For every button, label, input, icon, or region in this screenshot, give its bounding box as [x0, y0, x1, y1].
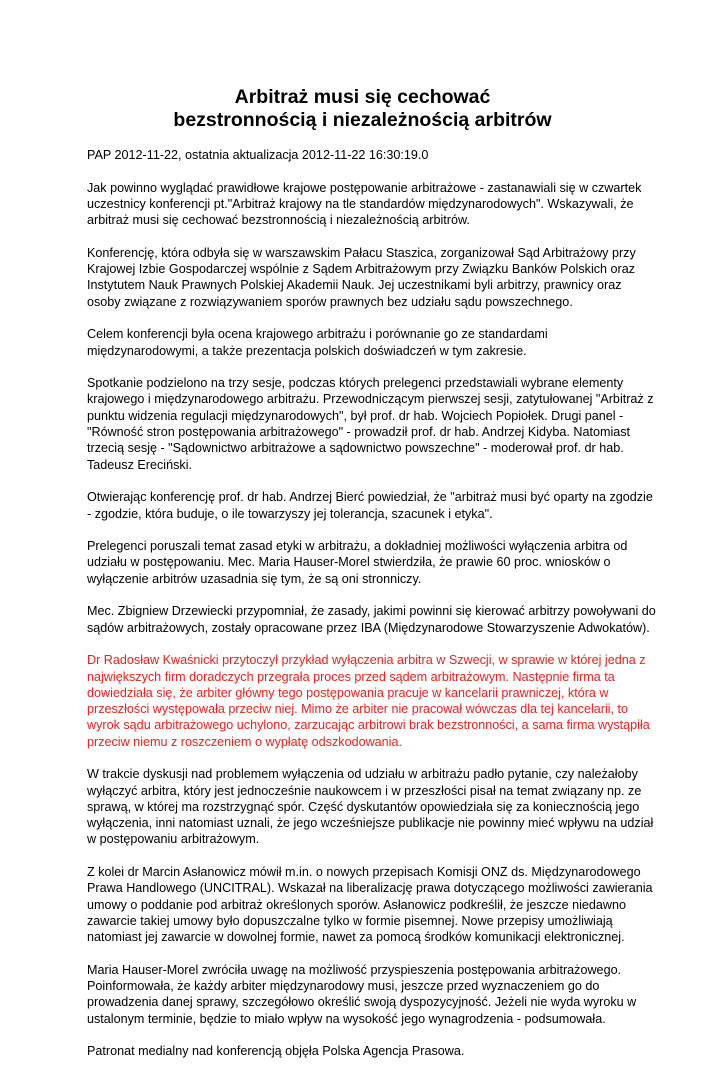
paragraph-sweden [87, 652, 650, 750]
paragraph-line: umowy o poddanie pod arbitraż określonych sporów. Asłanowicz podkreślił, że jeszcze niedawno [87, 897, 627, 912]
paragraph-line: punktu widzenia regulacji międzynarodowych", był prof. dr hab. Wojciech Popiołek. Drugi panel - [87, 408, 624, 423]
paragraph-line: - zgodzie, która buduje, o ile towarzyszy jej tolerancja, szacunek i etyka". [87, 506, 493, 521]
paragraph-line: Z kolei dr Marcin Asłanowicz mówił m.in. o nowych przepisach Komisji ONZ ds. Międzynarodowego [87, 865, 641, 880]
paragraph-line: międzynarodowymi, a także prezentacja polskich doświadczeń w tym zakresie. [87, 343, 527, 358]
article-title-line: bezstronnością i niezależnością arbitrów [173, 109, 552, 131]
paragraph-patronage [87, 1043, 647, 1059]
paragraph-line: Maria Hauser-Morel zwróciła uwagę na możliwość przyspieszenia postępowania arbitrażowego. [87, 962, 622, 977]
paragraph-goal [87, 326, 647, 359]
paragraph-line: wyłączenia, inni natomiast uznali, że jego wcześniejsze publikacje nie powinny mieć wpływu na udział [87, 816, 654, 831]
paragraph-line: Celem konferencji była ocena krajowego arbitrażu i porównanie go ze standardami [87, 327, 548, 342]
paragraph-line: Patronat medialny nad konferencją objęła Polska Agencja Prasowa. [87, 1044, 465, 1059]
paragraph-line: osoby związane z rozwiązywaniem sporów prawnych bez udziału sądu powszechnego. [87, 294, 573, 309]
paragraph-line: arbitraż musi się cechować bezstronnością i niezależnością arbitrów. [87, 213, 470, 228]
paragraph-line: wyłączenie arbitrów uzasadnia się tym, że są oni stronniczy. [87, 571, 422, 586]
paragraph-line: prowadzenia danej sprawy, szczegółowo określić swoją dyspozycyjność. Jeżeli nie wyda wyroku w [87, 995, 637, 1010]
article-title-line: Arbitraż musi się cechować [234, 86, 491, 108]
paragraph-line: sądów arbitrażowych, zostały opracowane przez IBA (Międzynarodowe Stowarzyszenie Adwokatów). [87, 620, 650, 635]
paragraph-line: Instytutem Nauk Prawnych Polskiej Akademii Nauk. Jej uczestnikami byli arbitrzy, prawnicy oraz [87, 278, 622, 293]
paragraph-acceleration [87, 962, 647, 1027]
paragraph-line: Jak powinno wyglądać prawidłowe krajowe postępowanie arbitrażowe - zastanawiali się w czwartek [87, 180, 642, 195]
paragraph-line: wyrok sądu arbitrażowego uchylono, zarzucając arbitrowi brak bezstronności, a sama firma wystąpiła [87, 718, 650, 733]
paragraph-line: W trakcie dyskusji nad problemem wyłączenia od udziału w arbitrażu padło pytanie, czy należałoby [87, 767, 638, 782]
paragraph-line: wyłączyć arbitra, który jest jednocześnie naukowcem i w przeszłości pisał na temat związany np. ze [87, 783, 642, 798]
paragraph-line: Tadeusz Ereciński. [87, 457, 192, 472]
paragraph-line: Krajowej Izbie Gospodarczej wspólnie z Sądem Arbitrażowym przy Związku Banków Polskich oraz [87, 262, 636, 277]
paragraph-line: krajowego i międzynarodowego arbitrażu. Przewodniczącym pierwszej sesji, zatytułowanej "Arbitraż z [87, 392, 654, 407]
paragraph-line: Prawa Handlowego (UNCITRAL). Wskazał na liberalizację prawa dotyczącego możliwości zawierania [87, 881, 653, 896]
paragraph-opening [87, 489, 653, 522]
paragraph-conference [87, 245, 647, 310]
paragraph-line: uczestnicy konferencji pt."Arbitraż krajowy na tle standardów międzynarodowych". Wskazywali, że [87, 196, 634, 211]
paragraph-sessions [87, 375, 654, 473]
paragraph-discussion [87, 766, 654, 847]
paragraph-meta [87, 147, 647, 163]
paragraph-line: sprawą, w której ma rozstrzygnąć spór. Część dyskutantów opowiedziała się za koniecznością jego [87, 799, 640, 814]
paragraph-lead [87, 180, 647, 229]
paragraph-line: udziału w postępowaniu. Mec. Maria Hauser-Morel stwierdziła, że prawie 60 proc. wniosków o [87, 555, 611, 570]
paragraph-uncitral [87, 864, 653, 945]
paragraph-line: Konferencję, która odbyła się w warszawskim Pałacu Staszica, zorganizował Sąd Arbitrażowy przy [87, 245, 636, 260]
paragraph-line: największych firm doradczych przegrała proces przed sądem arbitrażowym. Następnie firma ta [87, 669, 615, 684]
paragraph-line: Mec. Zbigniew Drzewiecki przypomniał, że zasady, jakimi powinni się kierować arbitrzy powoływani do [87, 604, 656, 619]
paragraph-line: w postępowaniu arbitrażowym. [87, 832, 260, 847]
paragraph-line: "Równość stron postępowania arbitrażowego" - prowadził prof. dr hab. Andrzej Kidyba. Natomiast [87, 425, 631, 440]
paragraph-line: ustalonym terminie, będzie to miało wpływ na wysokość jego wynagrodzenia - podsumowała. [87, 1011, 606, 1026]
paragraph-line: Prelegenci poruszali temat zasad etyki w arbitrażu, a dokładniej możliwości wyłączenia arbitra od [87, 539, 628, 554]
paragraph-line: Spotkanie podzielono na trzy sesje, podczas których prelegenci przedstawiali wybrane elementy [87, 376, 624, 391]
paragraph-line: przeciw niemu z roszczeniem o wypłatę odszkodowania. [87, 734, 402, 749]
article-body [87, 147, 656, 1076]
paragraph-line: PAP 2012-11-22, ostatnia aktualizacja 2012-11-22 16:30:19.0 [87, 148, 429, 162]
paragraph-line: Dr Radosław Kwaśnicki przytoczył przykład wyłączenia arbitra w Szwecji, w sprawie w której jedna z [87, 653, 646, 668]
paragraph-line: natomiast jej zawarcie w dowolnej formie, nawet za pomocą środków komunikacji elektronicznej. [87, 930, 625, 945]
paragraph-line: trzecią sesję - "Sądownictwo arbitrażowe a sądownictwo powszechne" - moderował prof. dr hab. [87, 441, 624, 456]
paragraph-line: zawarcie takiej umowy było dopuszczalne tylko w formie pisemnej. Nowe przepisy umożliwiają [87, 913, 613, 928]
paragraph-iba [87, 603, 656, 636]
paragraph-ethics [87, 538, 647, 587]
paragraph-line: przeszłości występowała przeciw niej. Mimo że arbiter nie pracował wówczas dla tej kancelarii, to [87, 702, 629, 717]
paragraph-line: dowiedziała się, że arbiter główny tego postępowania pracuje w kancelarii prawniczej, która w [87, 685, 609, 700]
paragraph-line: Poinformowała, że każdy arbiter międzynarodowy musi, jeszcze przed wyznaczeniem go do [87, 979, 600, 994]
paragraph-line: Otwierając konferencję prof. dr hab. Andrzej Bierć powiedział, że "arbitraż musi być oparty na zgodzie [87, 490, 653, 505]
article-title [60, 86, 665, 132]
